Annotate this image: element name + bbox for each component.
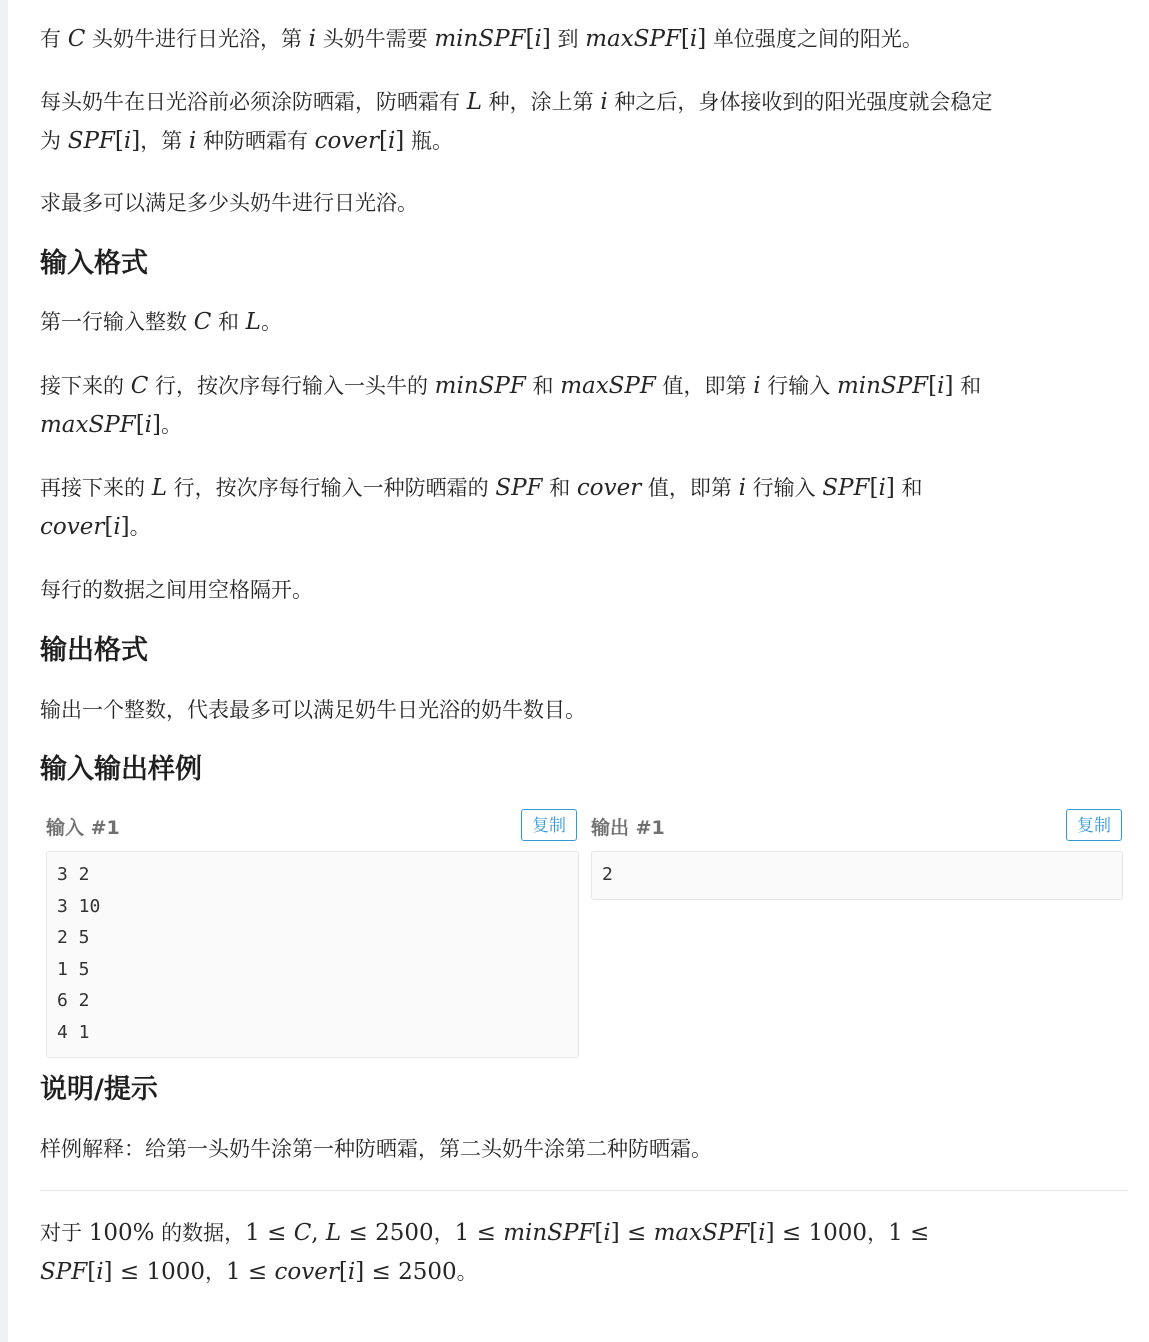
text: 第一行输入整数 <box>40 310 194 334</box>
text: ， <box>204 1260 226 1284</box>
sample-output-label: 输出 #1 <box>591 817 665 839</box>
math: i <box>96 1259 104 1285</box>
math: L <box>245 309 261 335</box>
text: 值，即第 <box>655 374 754 398</box>
text: 。 <box>129 515 151 539</box>
math: ] <box>885 475 895 501</box>
text: 头奶牛需要 <box>316 27 435 51</box>
math: SPF <box>67 128 115 154</box>
code-line: 3 2 <box>57 864 90 885</box>
math: i <box>758 1220 766 1246</box>
text: ， <box>867 1221 889 1245</box>
math: i <box>689 26 698 52</box>
sample-input-box <box>46 851 579 1058</box>
math: minSPF <box>434 373 526 399</box>
text: 种防晒霜有 <box>196 129 315 153</box>
math: ≤ <box>240 1259 275 1285</box>
text: 值，即第 <box>641 476 739 500</box>
math: cover <box>576 475 642 501</box>
text: 的数据， <box>154 1221 246 1245</box>
text: 。 <box>161 413 183 437</box>
math: i <box>753 373 761 399</box>
input-format-paragraph-2-cont <box>40 406 182 445</box>
math: [ <box>869 475 879 501</box>
math: i <box>123 128 132 154</box>
math: C <box>130 373 149 399</box>
text: 。 <box>456 1260 478 1284</box>
math: ≤ <box>469 1220 504 1246</box>
math: ] <box>395 128 405 154</box>
text: 和 <box>953 374 982 398</box>
code-line: 4 1 <box>57 1021 90 1043</box>
input-format-heading: 输入格式 <box>40 248 148 279</box>
math: [ <box>378 128 388 154</box>
text: 为 <box>40 129 68 153</box>
math: 100 <box>88 1220 133 1246</box>
math: 1000 <box>146 1259 205 1285</box>
math: 1 <box>225 1259 241 1285</box>
constraints-paragraph-cont <box>40 1253 478 1292</box>
text: ， <box>433 1221 455 1245</box>
math: cover <box>40 514 105 540</box>
math: ≤ <box>259 1220 294 1246</box>
code-line: 2 5 <box>57 927 90 949</box>
code-line: 1 5 <box>57 958 90 980</box>
math: % <box>132 1220 155 1246</box>
math: C <box>67 26 86 52</box>
text: 和 <box>525 374 561 398</box>
math: i <box>738 475 746 501</box>
math: i <box>878 475 886 501</box>
math: [ <box>114 128 124 154</box>
text: 行，按次序每行输入一头牛的 <box>148 374 435 398</box>
math: [ <box>135 412 145 438</box>
text: 行输入 <box>760 374 837 398</box>
text: 种之后，身体接收到的阳光强度就会稳定 <box>607 90 993 114</box>
math: maxSPF <box>585 26 681 52</box>
math: L <box>151 475 167 501</box>
math: [ <box>928 373 938 399</box>
code-line: 6 2 <box>57 990 90 1012</box>
input-format-paragraph-2 <box>40 367 981 406</box>
text: 头奶牛进行日光浴，第 <box>85 27 309 51</box>
text: 接下来的 <box>40 374 131 398</box>
divider <box>40 1190 1128 1191</box>
math: ] <box>541 26 551 52</box>
math: 1 <box>245 1220 260 1246</box>
math: cover <box>274 1259 339 1285</box>
math: maxSPF <box>40 412 136 438</box>
math: i <box>347 1259 356 1285</box>
math: ≤ <box>619 1220 654 1246</box>
math: i <box>534 26 542 52</box>
desc-paragraph-2-cont <box>40 122 453 161</box>
math: 1000 <box>808 1220 868 1246</box>
math: 2500 <box>375 1220 434 1246</box>
math: [ <box>680 26 690 52</box>
math: [ <box>749 1220 759 1246</box>
text: 瓶。 <box>404 129 453 153</box>
output-format-heading: 输出格式 <box>40 635 148 666</box>
desc-paragraph-2 <box>40 83 992 122</box>
code-line: 3 10 <box>57 895 101 917</box>
left-border <box>0 0 8 1342</box>
text: 和 <box>211 310 246 334</box>
math: minSPF <box>836 373 929 399</box>
math: ] <box>131 128 141 154</box>
copy-output-button[interactable]: 复制 <box>1066 809 1122 841</box>
math: 2500 <box>398 1259 457 1285</box>
math: maxSPF <box>560 373 656 399</box>
math: ≤ <box>341 1220 376 1246</box>
math: minSPF <box>503 1220 595 1246</box>
math: ≤ <box>774 1220 809 1246</box>
math: i <box>144 412 153 438</box>
math: ] <box>765 1220 775 1246</box>
text: ，第 <box>140 129 189 153</box>
math: C <box>193 309 212 335</box>
math: [ <box>525 26 535 52</box>
desc-paragraph-1 <box>40 20 923 59</box>
math: [ <box>594 1220 604 1246</box>
text: 对于 <box>40 1221 89 1245</box>
code-line: 2 <box>602 864 613 885</box>
math: L <box>325 1220 342 1246</box>
input-format-paragraph-1 <box>40 303 282 342</box>
text: 和 <box>542 476 577 500</box>
math: maxSPF <box>653 1220 750 1246</box>
output-format-paragraph: 输出一个整数，代表最多可以满足奶牛日光浴的奶牛数目。 <box>40 698 586 722</box>
math: , <box>311 1220 326 1246</box>
math: ≤ <box>364 1259 399 1285</box>
math: C <box>293 1220 312 1246</box>
text: 行，按次序每行输入一种防晒霜的 <box>166 476 496 500</box>
desc-paragraph-3: 求最多可以满足多少头奶牛进行日光浴。 <box>40 191 418 215</box>
math: ] <box>697 26 707 52</box>
math: SPF <box>495 475 543 501</box>
math: ≤ <box>902 1220 930 1246</box>
sample-input-label: 输入 #1 <box>46 817 120 839</box>
hint-paragraph-1: 样例解释：给第一头奶牛涂第一种防晒霜，第二头奶牛涂第二种防晒霜。 <box>40 1137 712 1161</box>
hint-heading: 说明/提示 <box>40 1074 158 1105</box>
math: i <box>113 514 121 540</box>
input-format-paragraph-3-cont <box>40 508 151 547</box>
math: ] <box>152 412 162 438</box>
math: [ <box>338 1259 348 1285</box>
text: 每头奶牛在日光浴前必须涂防晒霜，防晒霜有 <box>40 90 467 114</box>
copy-input-button[interactable]: 复制 <box>521 809 577 841</box>
math: ] <box>355 1259 365 1285</box>
math: 1 <box>454 1220 470 1246</box>
math: i <box>603 1220 611 1246</box>
constraints-paragraph <box>40 1214 929 1253</box>
math: cover <box>314 128 379 154</box>
math: i <box>600 89 608 115</box>
math: [ <box>104 514 114 540</box>
math: i <box>937 373 945 399</box>
text: 到 <box>550 27 586 51</box>
math: SPF <box>822 475 870 501</box>
math: ≤ <box>112 1259 147 1285</box>
text: 行输入 <box>745 476 823 500</box>
text: 单位强度之间的阳光。 <box>706 27 923 51</box>
text: 有 <box>40 27 68 51</box>
math: [ <box>87 1259 97 1285</box>
samples-heading: 输入输出样例 <box>40 754 202 785</box>
text: 。 <box>260 310 282 334</box>
math: ] <box>120 514 130 540</box>
math: L <box>466 89 482 115</box>
input-format-paragraph-4: 每行的数据之间用空格隔开。 <box>40 578 313 602</box>
text: 种，涂上第 <box>481 90 601 114</box>
text: 再接下来的 <box>40 476 152 500</box>
math: ] <box>103 1259 113 1285</box>
input-format-paragraph-3 <box>40 469 923 508</box>
math: ] <box>610 1220 620 1246</box>
sample-output-box <box>591 851 1123 900</box>
math: i <box>387 128 396 154</box>
text: 和 <box>894 476 923 500</box>
math: ] <box>944 373 954 399</box>
math: SPF <box>40 1259 88 1285</box>
math: 1 <box>888 1220 903 1246</box>
math: minSPF <box>434 26 526 52</box>
math: i <box>308 26 317 52</box>
math: i <box>188 128 197 154</box>
